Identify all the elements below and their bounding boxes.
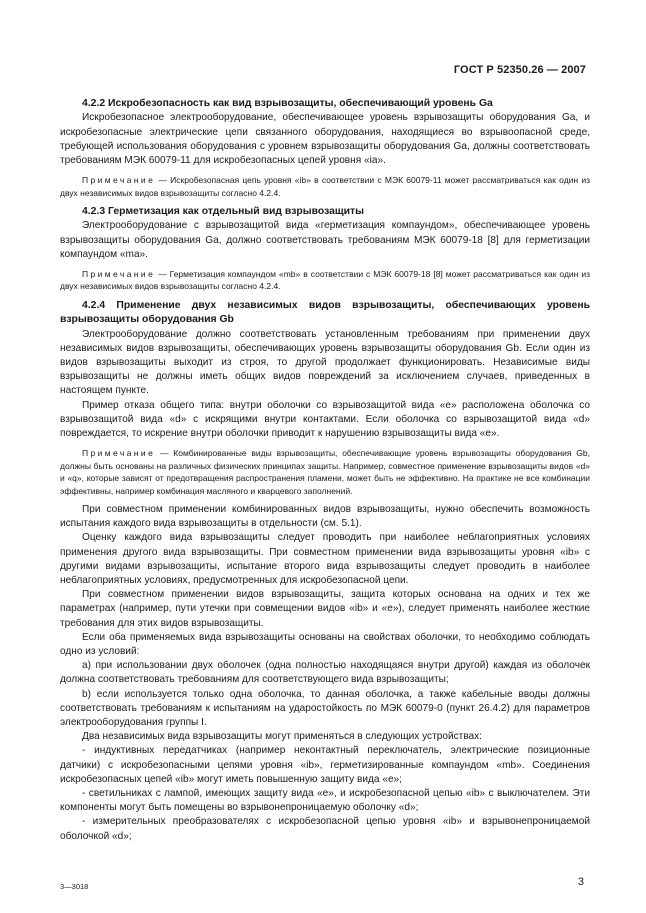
paragraph: Если оба применяемых вида взрывозащиты основаны на свойствах оболочки, то необходимо соблюдать одно из условий: (60, 631, 590, 657)
print-code: 3—3018 (60, 882, 89, 891)
note (60, 174, 590, 199)
list-item: b) если используется только одна оболочка, то данная оболочка, а также кабельные вводы должны соответствовать требованиям к испытаниям на ударостойкость по МЭК 60079-0 (пункт 26.4.2) для параметров электрооборудования группы I. (60, 688, 590, 728)
document-id: ГОСТ Р 52350.26 — 2007 (453, 64, 586, 76)
list-item: - измерительных преобразователях с искробезопасной цепью уровня «ib» и взрывонепроницаемой оболочкой «d»; (60, 816, 590, 842)
list-item: - светильниках с лампой, имеющих защиту вида «е», и искробезопасной цепью «ib» с выключателем. Эти компоненты могут быть помещены во взрывонепроницаемую оболочку «d»; (60, 787, 590, 814)
note (60, 268, 590, 293)
note-text: — Герметизация компаундом «mb» в соответствии с МЭК 60079-18 [8] может рассматриваться как один из двух независимых видов взрывозащиты согласно 4.2.4. (60, 269, 590, 292)
section-heading-4-2-2: 4.2.2 Искробезопасность как вид взрывозащиты, обеспечивающий уровень Ga (82, 98, 493, 109)
paragraph: Пример отказа общего типа: внутри оболочки со взрывозащитой вида «е» расположена оболочка со взрывозащитой вида «d» с искрящими внутри контактами. Если оболочка со взрывозащитой вида «d» повреждается, то искрение внутри оболочки приводит к нарушению взрывозащиты вида «е». (60, 399, 590, 440)
note-text: — Искробезопасная цепь уровня «ib» в соответствии с МЭК 60079-11 может рассматриваться как один из двух независимых видов взрывозащиты согласно 4.2.4. (60, 175, 590, 198)
note (60, 447, 590, 497)
paragraph: Электрооборудование с взрывозащитой вида «герметизация компаундом», обеспечивающее уровень взрывозащиты оборудования Ga, должно соответствовать требованиям МЭК 60079-18 [8] для герметизации компаундом «ma». (60, 220, 590, 260)
paragraph: Искробезопасное электрооборудование, обеспечивающее уровень взрывозащиты оборудования Ga, и искробезопасные электрические цепи связанного оборудования, находящиеся во взрывоопасной среде, требующей использования оборудования с уровнем взрывозащиты оборудования Ga, должны соответствовать требованиям МЭК 60079-11 для искробезопасных цепей уровня «ia». (60, 112, 590, 167)
section-heading-4-2-3: 4.2.3 Герметизация как отдельный вид взрывозащиты (82, 206, 364, 218)
section-heading-4-2-4: 4.2.4 Применение двух независимых видов взрывозащиты, обеспечивающих уровень взрывозащиты оборудования Gb (60, 299, 590, 326)
list-item: - индуктивных передатчиках (например неконтактный переключатель, электрические позиционные датчики) с искробезопасными цепями уровня «ib», герметизированные компаундом «mb». Соединения искробезопасных цепей «ib» могут иметь повышенную защиту вида «е»; (60, 745, 590, 785)
paragraph: Два независимых вида взрывозащиты могут применяться в следующих устройствах: (82, 731, 482, 743)
note-label: Примечание (82, 175, 156, 186)
note-text: — Комбинированные виды взрывозащиты, обеспечивающие уровень взрывозащиты оборудования Gb, должны быть основаны на различных физических принципах защиты. Например, совместное применение взрывозащиты видов «d» и «q», которые зависят от предотвращения распространения пламени, может быть не эффективно. На практике не все комбинации эффективны, например комбинация масляного и кварцевого заполнений. (60, 448, 590, 496)
paragraph: Оценку каждого вида взрывозащиты следует проводить при наиболее неблагоприятных условиях применения другого вида взрывозащиты. При совместном применении вида взрывозащиты уровня «ib» с другими видами взрывозащиты, испытание второго вида взрывозащиты следует проводить в наиболее неблагоприятных условиях, предусмотренных для искробезопасной цепи. (60, 532, 590, 586)
paragraph: При совместном применении видов взрывозащиты, защита которых основана на одних и тех же параметрах (например, пути утечки при совмещении видов «ib» и «е»), следует применять наиболее жесткие требования для этих видов взрывозащиты. (60, 589, 590, 629)
note-label: Примечание (82, 448, 156, 459)
paragraph: При совместном применении комбинированных видов взрывозащиты, нужно обеспечить возможность испытания каждого вида взрывозащиты в отдельности (см. 5.1). (60, 503, 590, 530)
list-item: а) при использовании двух оболочек (одна полностью находящаяся внутри другой) каждая из оболочек должна соответствовать требованиям для соответствующего вида взрывозащиты; (60, 660, 590, 686)
page-number: 3 (577, 876, 584, 888)
page-body (60, 97, 590, 844)
paragraph: Электрооборудование должно соответствовать установленным требованиям при применении двух независимых видов взрывозащиты, обеспечивающих уровень взрывозащиты оборудования Gb. Если один из видов взрывозащиты выходит из строя, то другой продолжает функционировать. Независимые виды взрывозащиты не должны иметь общих видов повреждений за исключением случаев, приведенных в настоящем пункте. (60, 328, 590, 397)
note-label: Примечание (82, 269, 156, 280)
